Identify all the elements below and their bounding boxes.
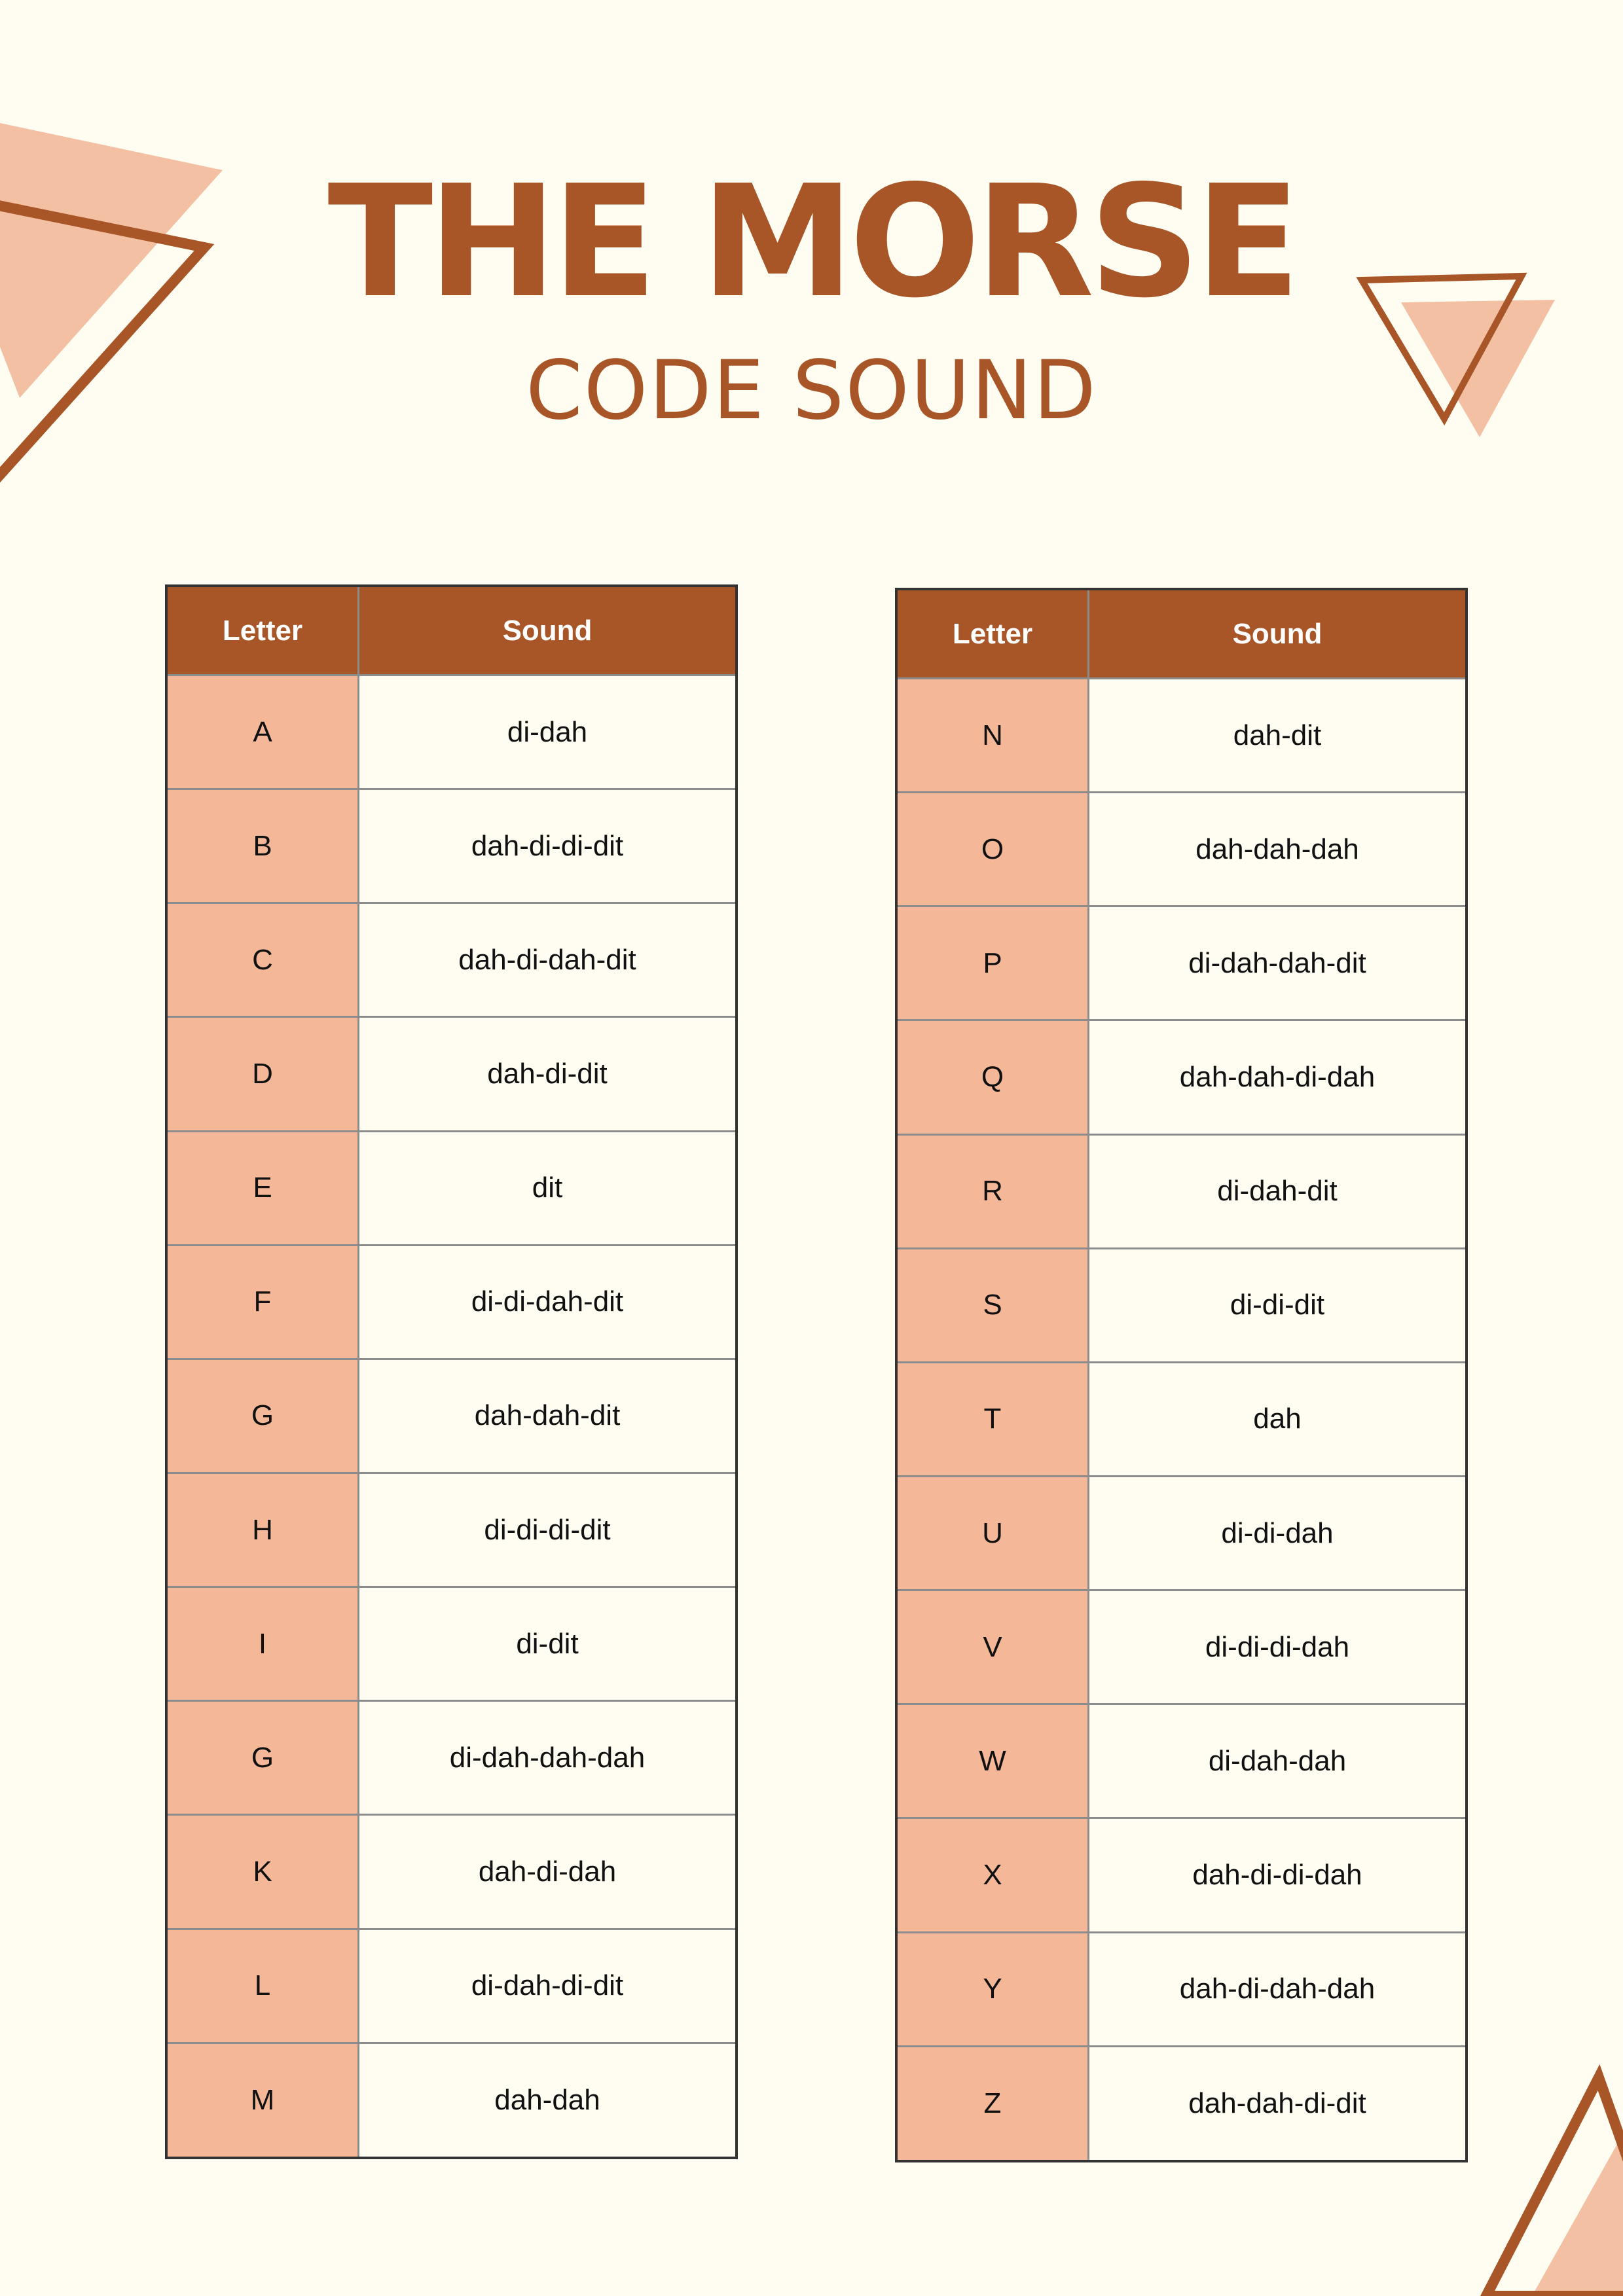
sound-cell: dit xyxy=(359,1131,737,1245)
letter-cell: F xyxy=(166,1245,359,1359)
sound-cell: dah-dah-di-dah xyxy=(1089,1020,1467,1134)
letter-cell: T xyxy=(896,1362,1089,1476)
table-row xyxy=(896,2046,1467,2161)
table-row xyxy=(166,1131,737,1245)
column-header-sound: Sound xyxy=(1089,589,1467,679)
table-row xyxy=(166,789,737,903)
table-row xyxy=(166,1929,737,2043)
sound-cell: dah-dah-di-dit xyxy=(1089,2046,1467,2161)
table-row xyxy=(896,793,1467,906)
letter-cell: C xyxy=(166,903,359,1017)
letter-cell: K xyxy=(166,1815,359,1929)
table-row xyxy=(166,1017,737,1131)
table-row xyxy=(896,1704,1467,1818)
table-header-row xyxy=(166,586,737,675)
sound-cell: dah-dah-dah xyxy=(1089,793,1467,906)
letter-cell: L xyxy=(166,1929,359,2043)
sound-cell: di-dah-dah-dit xyxy=(1089,906,1467,1020)
sound-cell: di-dit xyxy=(359,1587,737,1701)
letter-cell: N xyxy=(896,679,1089,793)
sound-cell: di-di-dah-dit xyxy=(359,1245,737,1359)
sound-cell: dah xyxy=(1089,1362,1467,1476)
column-header-sound: Sound xyxy=(359,586,737,675)
letter-cell: Q xyxy=(896,1020,1089,1134)
table-row xyxy=(166,1245,737,1359)
table-row xyxy=(166,2043,737,2158)
table-header-row xyxy=(896,589,1467,679)
sound-cell: dah-di-dah-dah xyxy=(1089,1932,1467,2046)
sound-cell: di-di-dit xyxy=(1089,1248,1467,1362)
triangle-decoration-bottom-right xyxy=(1460,2062,1623,2296)
letter-cell: Z xyxy=(896,2046,1089,2161)
letter-cell: Y xyxy=(896,1932,1089,2046)
letter-cell: P xyxy=(896,906,1089,1020)
table-row xyxy=(896,1134,1467,1248)
sound-cell: di-di-di-dit xyxy=(359,1473,737,1587)
letter-cell: H xyxy=(166,1473,359,1587)
letter-cell: M xyxy=(166,2043,359,2158)
sound-cell: dah-di-dah xyxy=(359,1815,737,1929)
letter-cell: G xyxy=(166,1359,359,1473)
table-row xyxy=(166,1359,737,1473)
sound-cell: di-dah xyxy=(359,675,737,789)
sound-cell: dah-dit xyxy=(1089,679,1467,793)
table-row xyxy=(896,1248,1467,1362)
sound-cell: di-dah-di-dit xyxy=(359,1929,737,2043)
letter-cell: S xyxy=(896,1248,1089,1362)
letter-cell: D xyxy=(166,1017,359,1131)
letter-cell: A xyxy=(166,675,359,789)
sound-cell: dah-di-di-dah xyxy=(1089,1818,1467,1932)
table-row xyxy=(166,903,737,1017)
column-header-letter: Letter xyxy=(896,589,1089,679)
table-row xyxy=(896,1590,1467,1704)
sound-cell: dah-dah xyxy=(359,2043,737,2158)
table-row xyxy=(166,1473,737,1587)
sound-cell: dah-dah-dit xyxy=(359,1359,737,1473)
letter-cell: U xyxy=(896,1476,1089,1590)
sound-cell: di-dah-dah-dah xyxy=(359,1701,737,1815)
sound-cell: di-di-dah xyxy=(1089,1476,1467,1590)
sound-cell: di-dah-dah xyxy=(1089,1704,1467,1818)
table-row xyxy=(896,906,1467,1020)
letter-cell: E xyxy=(166,1131,359,1245)
letter-cell: O xyxy=(896,793,1089,906)
sound-cell: dah-di-dah-dit xyxy=(359,903,737,1017)
table-row xyxy=(896,1362,1467,1476)
letter-cell: I xyxy=(166,1587,359,1701)
sound-cell: di-dah-dit xyxy=(1089,1134,1467,1248)
letter-cell: W xyxy=(896,1704,1089,1818)
table-row xyxy=(166,1815,737,1929)
table-row xyxy=(166,1701,737,1815)
sound-cell: dah-di-di-dit xyxy=(359,789,737,903)
letter-cell: G xyxy=(166,1701,359,1815)
letter-cell: B xyxy=(166,789,359,903)
sound-cell: di-di-di-dah xyxy=(1089,1590,1467,1704)
letter-cell: R xyxy=(896,1134,1089,1248)
table-row xyxy=(896,1818,1467,1932)
table-row xyxy=(896,1932,1467,2046)
table-row xyxy=(896,679,1467,793)
column-header-letter: Letter xyxy=(166,586,359,675)
letter-cell: V xyxy=(896,1590,1089,1704)
page-subtitle: CODE SOUND xyxy=(526,344,1097,438)
letter-cell: X xyxy=(896,1818,1089,1932)
table-row xyxy=(896,1020,1467,1134)
table-row xyxy=(896,1476,1467,1590)
morse-table-left xyxy=(165,584,738,2159)
page-title: THE MORSE xyxy=(327,152,1296,332)
sound-cell: dah-di-dit xyxy=(359,1017,737,1131)
morse-table-right xyxy=(895,588,1468,2162)
table-row xyxy=(166,675,737,789)
table-row xyxy=(166,1587,737,1701)
